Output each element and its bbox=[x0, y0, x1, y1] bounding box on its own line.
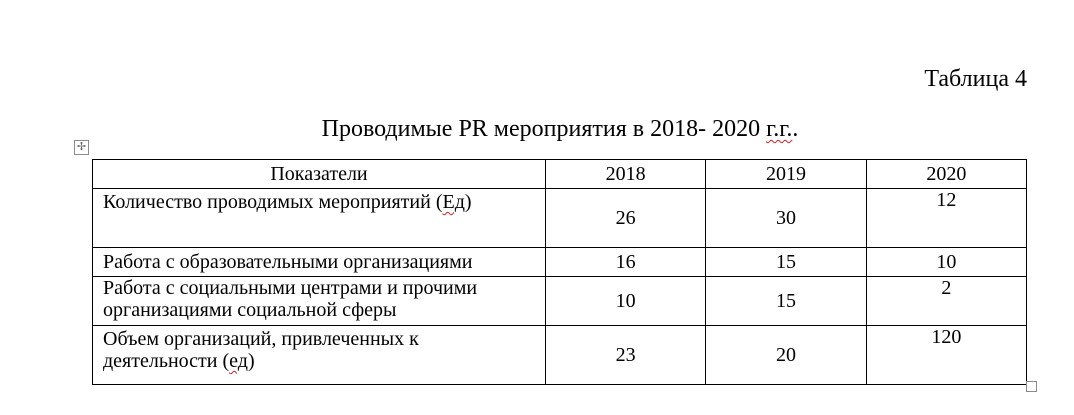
indicator-text: Работа с образовательными организациями bbox=[103, 251, 473, 273]
indicator-text-end: ) bbox=[247, 350, 255, 372]
table-row bbox=[93, 248, 1027, 277]
indicator-cell[interactable] bbox=[93, 326, 546, 385]
value-2019-cell[interactable]: 20 bbox=[706, 326, 866, 385]
table-resize-handle-icon[interactable] bbox=[1026, 381, 1037, 392]
pr-events-table[interactable] bbox=[92, 159, 1027, 385]
header-indicators[interactable]: Показатели bbox=[93, 160, 546, 189]
table-number-label: Таблица 4 bbox=[924, 66, 1027, 92]
value-2019-cell[interactable]: 15 bbox=[706, 248, 866, 277]
table-row bbox=[93, 326, 1027, 385]
value-2019-cell[interactable]: 15 bbox=[706, 277, 866, 326]
header-2020[interactable]: 2020 bbox=[866, 160, 1026, 189]
value-2020-cell[interactable]: 120 bbox=[866, 326, 1026, 385]
table-row bbox=[93, 277, 1027, 326]
value-2020-cell[interactable]: 2 bbox=[866, 277, 1026, 326]
indicator-text: Количество проводимых мероприятий ( bbox=[103, 191, 443, 213]
table-title-text: Проводимые PR мероприятия в 2018- 2020 bbox=[321, 116, 767, 142]
spellcheck-flagged-word[interactable]: ед bbox=[229, 350, 248, 372]
indicator-text: Работа с социальными центрами и прочими организациями социальной сферы bbox=[103, 277, 478, 321]
value-2018-cell[interactable]: 16 bbox=[546, 248, 706, 277]
value-2018-cell[interactable]: 10 bbox=[546, 277, 706, 326]
indicator-cell[interactable] bbox=[93, 248, 546, 277]
header-2018[interactable]: 2018 bbox=[546, 160, 706, 189]
value-2020-cell[interactable]: 10 bbox=[866, 248, 1026, 277]
indicator-text-end: ) bbox=[464, 191, 472, 213]
spellcheck-flagged-word[interactable]: Ед bbox=[442, 191, 465, 213]
value-2018-cell[interactable]: 23 bbox=[546, 326, 706, 385]
indicator-cell[interactable] bbox=[93, 277, 546, 326]
table-move-handle-icon[interactable]: ✢ bbox=[74, 140, 89, 155]
table-row bbox=[93, 189, 1027, 248]
table-title-end: . bbox=[792, 116, 799, 142]
table-header-row bbox=[93, 160, 1027, 189]
value-2019-cell[interactable]: 30 bbox=[706, 189, 866, 248]
value-2018-cell[interactable]: 26 bbox=[546, 189, 706, 248]
indicator-text: Объем организаций, привлеченных к деятельности ( bbox=[103, 328, 419, 372]
indicator-cell[interactable] bbox=[93, 189, 546, 248]
header-2019[interactable]: 2019 bbox=[706, 160, 866, 189]
table-title bbox=[0, 114, 1074, 144]
value-2020-cell[interactable]: 12 bbox=[866, 189, 1026, 248]
spellcheck-flagged-word[interactable]: г.г. bbox=[766, 116, 793, 142]
